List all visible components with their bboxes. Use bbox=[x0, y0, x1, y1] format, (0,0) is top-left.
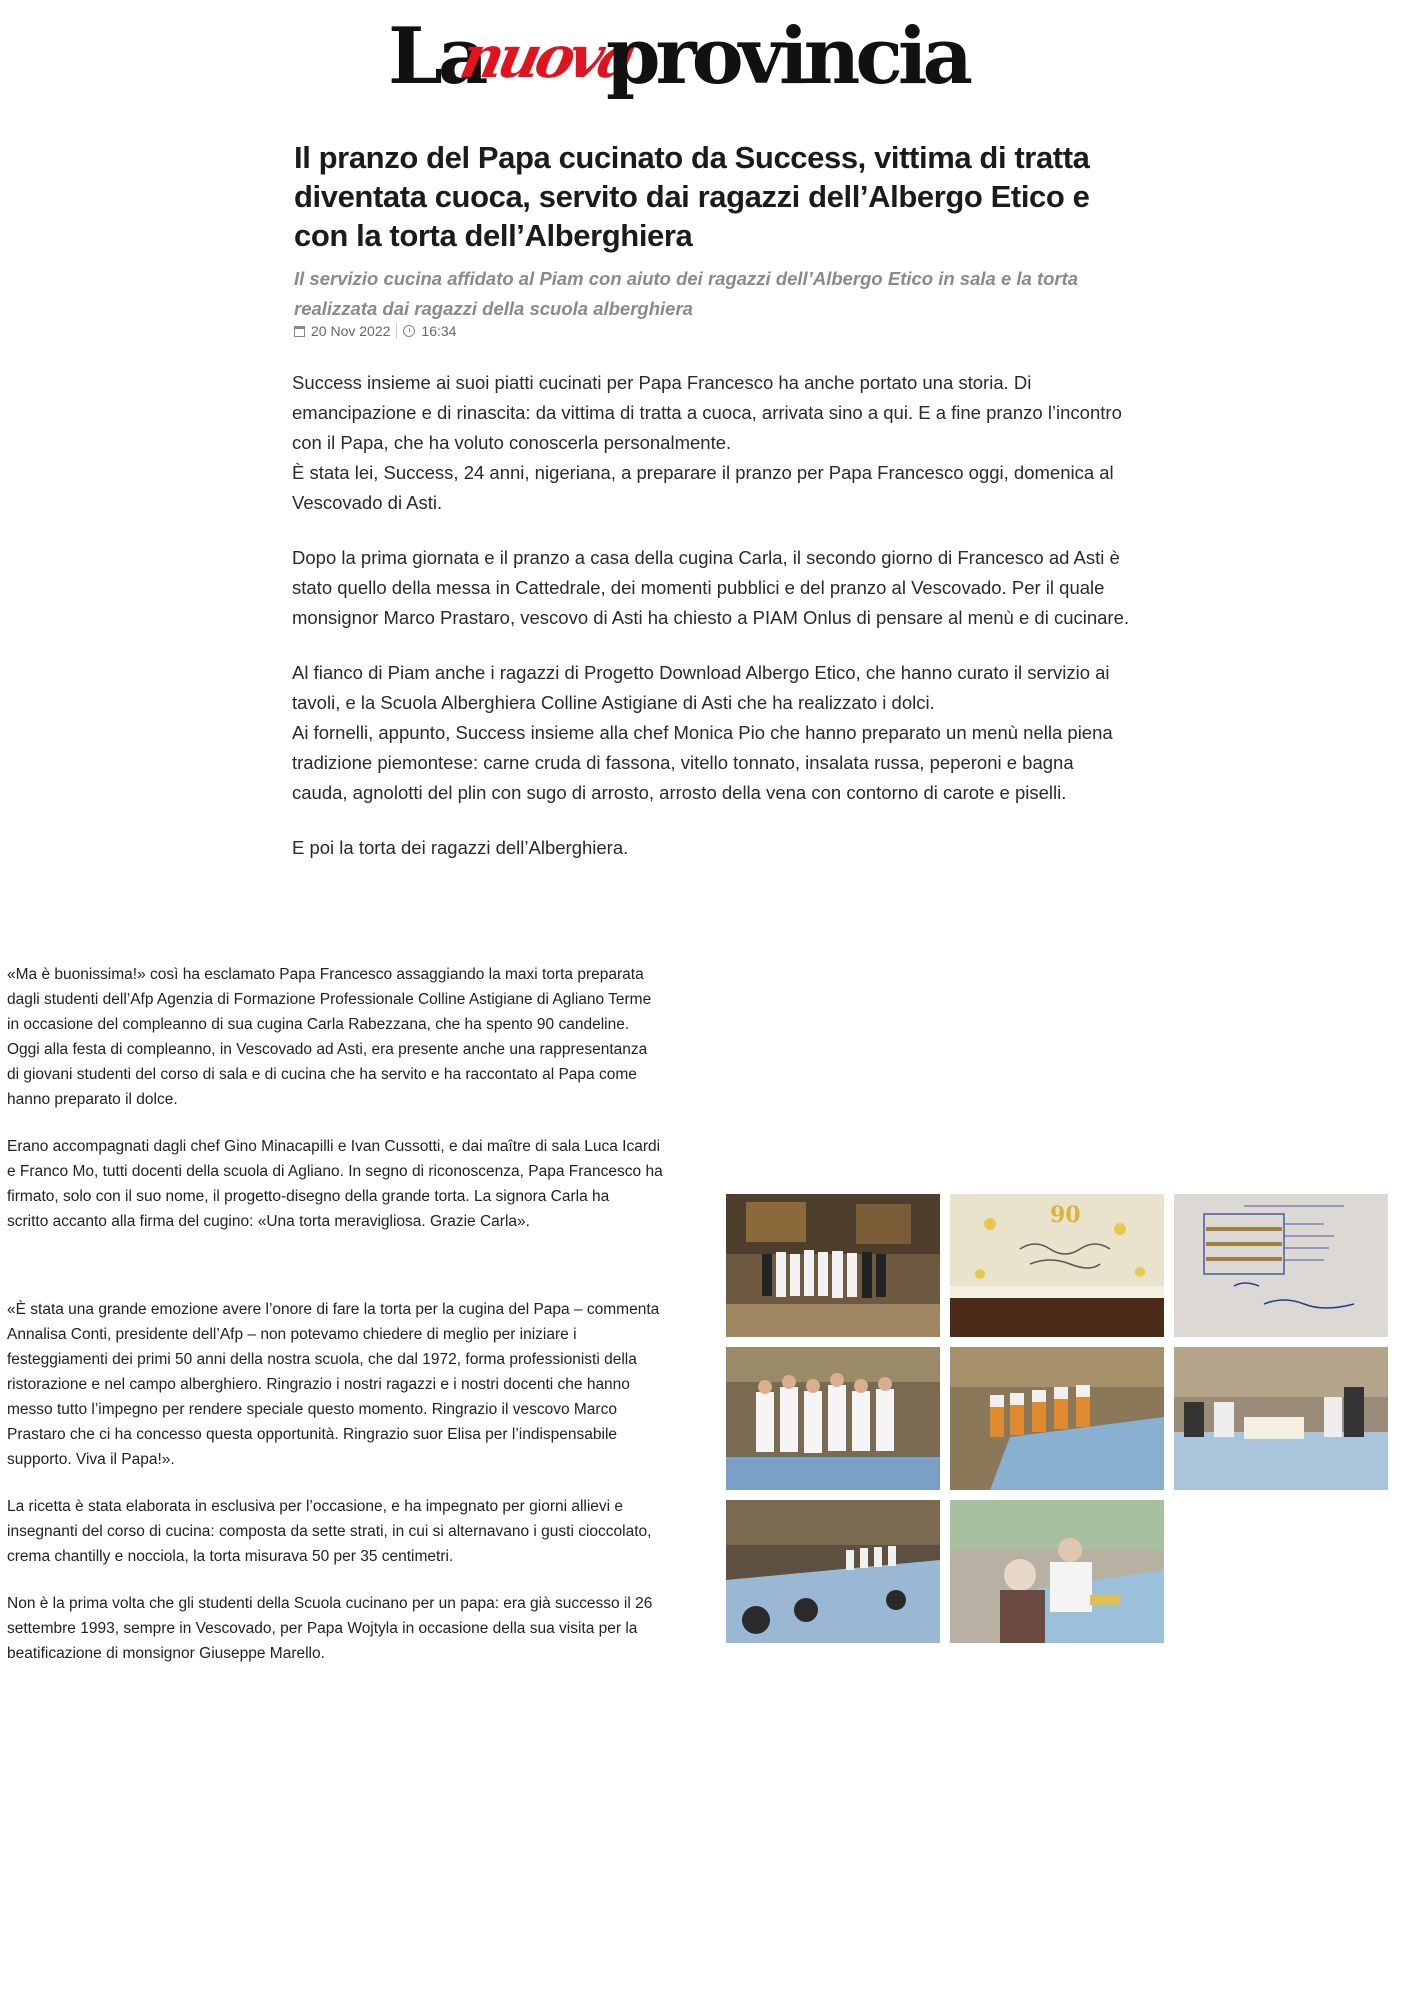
afp-paragraph: La ricetta è stata elaborata in esclusiva per l’occasione, e ha impegnato per giorni allievi e insegnanti del corso di cucina: composta da sette strati, in cui si alternavano i gusti cioccolato, crema chantilly e nocciola, la torta misurava 50 per 35 centimetri. bbox=[7, 1498, 652, 1565]
body-paragraph: E poi la torta dei ragazzi dell’Alberghiera. bbox=[292, 837, 629, 858]
masthead-logo[interactable] bbox=[388, 11, 1038, 104]
article-date: 20 Nov 2022 bbox=[311, 323, 391, 339]
article-headline: Il pranzo del Papa cucinato da Success, vittima di tratta diventata cuoca, servito dai ragazzi dell’Albergo Etico e con la torta dell’Alberghiera bbox=[294, 140, 1090, 253]
body-paragraph: Dopo la prima giornata e il pranzo a casa della cugina Carla, il secondo giorno di Francesco ad Asti è stato quello della messa in Cattedrale, dei momenti pubblici e del pranzo al Vescovado. Per il quale monsignor Marco Prastaro, vescovo di Asti ha chiesto a PIAM Onlus di pensare al menù e di cucinare. bbox=[292, 547, 1130, 628]
afp-paragraph: Non è la prima volta che gli studenti della Scuola cucinano per un papa: era già successo il 26 settembre 1993, sempre in Vescovado, per Papa Wojtyla in occasione della sua visita per la beatificazione di monsignor Giuseppe Marello. bbox=[7, 1595, 653, 1662]
afp-section bbox=[7, 962, 707, 1666]
logo-provincia: provincia bbox=[606, 11, 968, 102]
logo-la: La bbox=[388, 11, 484, 102]
article-meta bbox=[294, 323, 456, 339]
afp-paragraph: «Ma è buonissima!» così ha esclamato Papa Francesco assaggiando la maxi torta preparata dagli studenti dell’Afp Agenzia di Formazione Professionale Colline Astigiane di Agliano Terme in occasione del compleanno di sua cugina Carla Rabezzana, che ha spento 90 candeline. Oggi alla festa di compleanno, in Vescovado ad Asti, era presente anche una rappresentanza di giovani studenti del corso di sala e di cucina che ha servito e ha raccontato al Papa come hanno preparato il dolce. bbox=[7, 966, 652, 1108]
body-paragraph: Success insieme ai suoi piatti cucinati per Papa Francesco ha anche portato una storia. Di emancipazione e di rinascita: da vittima di tratta a cuoca, arrivata sino a qui. E a fine pranzo l’incontro con il Papa, che ha voluto conoscerla personalmente. È stata lei, Success, 24 anni, nigeriana, a preparare il pranzo per Papa Francesco oggi, domenica al Vescovado di Asti. bbox=[292, 372, 1122, 513]
gallery-photo-group-hall[interactable] bbox=[726, 1194, 940, 1337]
gallery-photo-cake[interactable] bbox=[950, 1194, 1164, 1337]
gallery-photo-pope-table[interactable] bbox=[1174, 1347, 1388, 1490]
article-body bbox=[292, 368, 1132, 888]
meta-divider bbox=[396, 323, 397, 339]
calendar-icon bbox=[294, 326, 305, 337]
logo-nuova: nuova bbox=[454, 23, 639, 91]
article-subtitle: Il servizio cucina affidato al Piam con aiuto dei ragazzi dell’Albergo Etico in sala e la torta realizzata dai ragazzi della scuola alberghiera bbox=[294, 268, 1079, 319]
gallery-photo-pope-guests[interactable] bbox=[950, 1500, 1164, 1643]
clock-icon bbox=[403, 325, 415, 337]
gallery-photo-cake-drawing[interactable] bbox=[1174, 1194, 1388, 1337]
afp-paragraph: Erano accompagnati dagli chef Gino Minacapilli e Ivan Cussotti, e dai maître di sala Luca Icardi e Franco Mo, tutti docenti della scuola di Agliano. In segno di riconoscenza, Papa Francesco ha firmato, solo con il suo nome, il progetto-disegno della grande torta. La signora Carla ha scritto accanto alla firma del cugino: «Una torta meravigliosa. Grazie Carla». bbox=[7, 1138, 663, 1230]
afp-paragraph: «È stata una grande emozione avere l’onore di fare la torta per la cugina del Papa – commenta Annalisa Conti, presidente dell’Afp – non potevamo chiedere di meglio per iniziare i festeggiamenti dei primi 50 anni della nostra scuola, che dal 1972, forma professionisti della ristorazione e nel campo alberghiero. Ringrazio i nostri ragazzi e i nostri docenti che hanno messo tutto l’impegno per rendere speciale questo momento. Ringrazio il vescovo Marco Prastaro che ci ha concesso questa opportunità. Ringrazio suor Elisa per l’indispensabile supporto. Viva il Papa!». bbox=[7, 1301, 660, 1468]
cake-number: 90 bbox=[1050, 1202, 1081, 1228]
gallery-photo-banquet[interactable] bbox=[726, 1500, 940, 1643]
body-paragraph: Al fianco di Piam anche i ragazzi di Progetto Download Albergo Etico, che hanno curato il servizio ai tavoli, e la Scuola Alberghiera Colline Astigiane di Asti che ha realizzato i dolci. Ai fornelli, appunto, Success insieme alla chef Monica Pio che hanno preparato un menù nella piena tradizione piemontese: carne cruda di fassona, vitello tonnato, insalata russa, peperoni e bagna cauda, agnolotti del plin con sugo di arrosto, arrosto della vena con contorno di carote e piselli. bbox=[292, 662, 1113, 803]
gallery-photo-dining-room[interactable] bbox=[950, 1347, 1164, 1490]
gallery-photo-students-group[interactable] bbox=[726, 1347, 940, 1490]
article-time: 16:34 bbox=[421, 323, 457, 339]
